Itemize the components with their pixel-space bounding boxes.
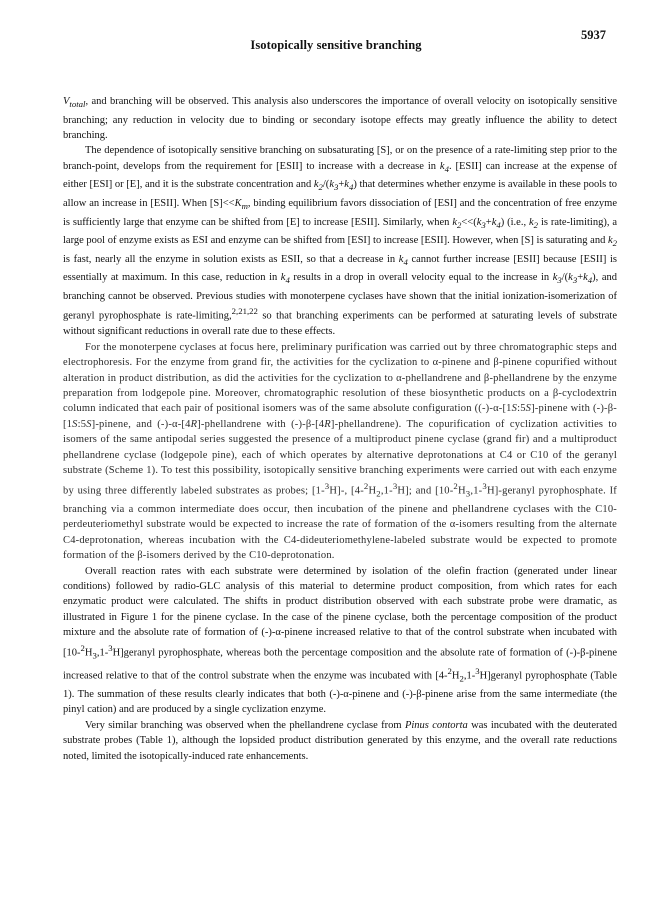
running-header-title: Isotopically sensitive branching xyxy=(250,38,422,52)
page-number: 5937 xyxy=(581,28,606,42)
paragraph-2: The dependence of isotopically sensitive branching on subsaturating [S], or on the presence of a rate-limiting step prior to the branch-point, develops from the requirement for [ESII] to increase with a decrease in $k_4$. [ESII] can increase at the expense of either [ESI] or [E], and it is the substrate concentration and $k_2/(k_3+k_4)$ that determines whether enzyme is available in these pools to allow an increase in [ESII]. When $[S]<<K_m$, binding equilibrium favors dissociation of [ESI] and the concentration of free enzyme is sufficiently large that enzyme can be shifted from [E] to increase [ESII]. Similarly, when $k_2<<(k_3+k_4)$ (i.e., $k_2$ is rate-limiting), a large pool of enzyme exists as ESI and enzyme can be shifted from [ESI] to increase [ESII]. However, when [S] is saturating and $k_2$ is fast, nearly all the enzyme in solution exists as ESII, so that a decrease in $k_4$ cannot further increase [ESII] because [ESII] is essentially at maximum. In this case, reduction in $k_4$ results in a drop in overall velocity equal to the increase in $k_3/(k_3+k_4)$, and branching cannot be observed. Previous studies with monoterpene cyclases have shown that the initial ionization-isomerization of geranyl pyrophosphate is rate-limiting,$^{2,21,22}$ so that branching experiments can be performed at saturating levels of substrate without significant reductions in overall rate due to these effects. xyxy=(63,145,618,338)
paragraph-5: Very similar branching was observed when the phellandrene cyclase from Pinus contorta was incubated with the deuterated substrate probes (Table 1), although the lopsided product distribution generated by this enzyme, and the overall rate reductions noted, limited the isotopically-induced rate enhancements. xyxy=(63,719,617,762)
body-text xyxy=(63,94,617,764)
paragraph-4: Overall reaction rates with each substrate were determined by isolation of the olefin fraction (generated under linear conditions) followed by radio-GLC analysis of this material to determine product composition, from which rates for each enzymatic product were calculated. The shifts in product distribution observed with each substrate probe were dramatic, as illustrated in Figure 1 for the pinene cyclase. In the case of the pinene cyclase, both the percentage composition of the product mixture and the absolute rate of formation of (-)-α-pinene increased relative to that of the control substrate when incubated with $[10-^2H_3,1-^3H]geranyl$ pyrophosphate, whereas both the percentage composition and the absolute rate of formation of (-)-β-pinene increased relative to that of the control substrate when the enzyme was incubated with $[4-^2H_2,1-^3H]geranyl$ pyrophosphate (Table 1). The summation of these results clearly indicates that both (-)-α-pinene and (-)-β-pinene arise from the same intermediate (the pinyl cation) and are produced by a single cyclization enzyme. xyxy=(63,565,617,716)
paragraph-3: For the monoterpene cyclases at focus here, preliminary purification was carried out by three chromatographic steps and electrophoresis. For the enzyme from grand fir, the activities for the cyclization to α-pinene and β-pinene copurified without alteration in product distribution, as did the activities for the cyclization to α-phellandrene and β-phellandrene by the enzyme preparation from lodgepole pine. Moreover, chromatographic resolution of these biosynthetic products on a β-cyclodextrin column indicated that each pair of positional isomers was of the same absolute configuration ((-)-α-[1S:5S]-pinene with (-)-β-[1S:5S]-pinene, and (-)-α-[4R]-phellandrene with (-)-β-[4R]-phellandrene). The copurification of cyclization activities to isomers of the same antipodal series suggested the presence of a multiproduct pinene cyclase (grand fir) and a multiproduct phellandrene cyclase (lodgepole pine), each of which operates by alternative deprotonations at C4 or C10 of the geranyl substrate (Scheme 1). To test this possibility, isotopically sensitive branching experiments were carried out with each enzyme by using three differently labeled substrates as probes; [1-$^3$H]-, $[4-^2H_2,1-^3H]$; and $[10-^2H_3,1-^3H]$-geranyl pyrophosphate. If branching via a common intermediate does occur, then incubation of the pinene and phellandrene cyclases with the C10-perdeuteriomethyl substrate would be expected to increase the rate of formation of the α-isomers resulting from the alternate C4-deprotonation, whereas incubation with the C4-dideuteriomethylene-labeled substrate would be expected to promote formation of the β-isomers derived by the C10-deprotonation. xyxy=(63,341,617,562)
paragraph-1: $V_{total}$, and branching will be observed. This analysis also underscores the importance of overall velocity on isotopically sensitive branching; any reduction in velocity due to binding or secondary isotope effects may greatly influence the ability to detect branching. xyxy=(63,96,617,141)
